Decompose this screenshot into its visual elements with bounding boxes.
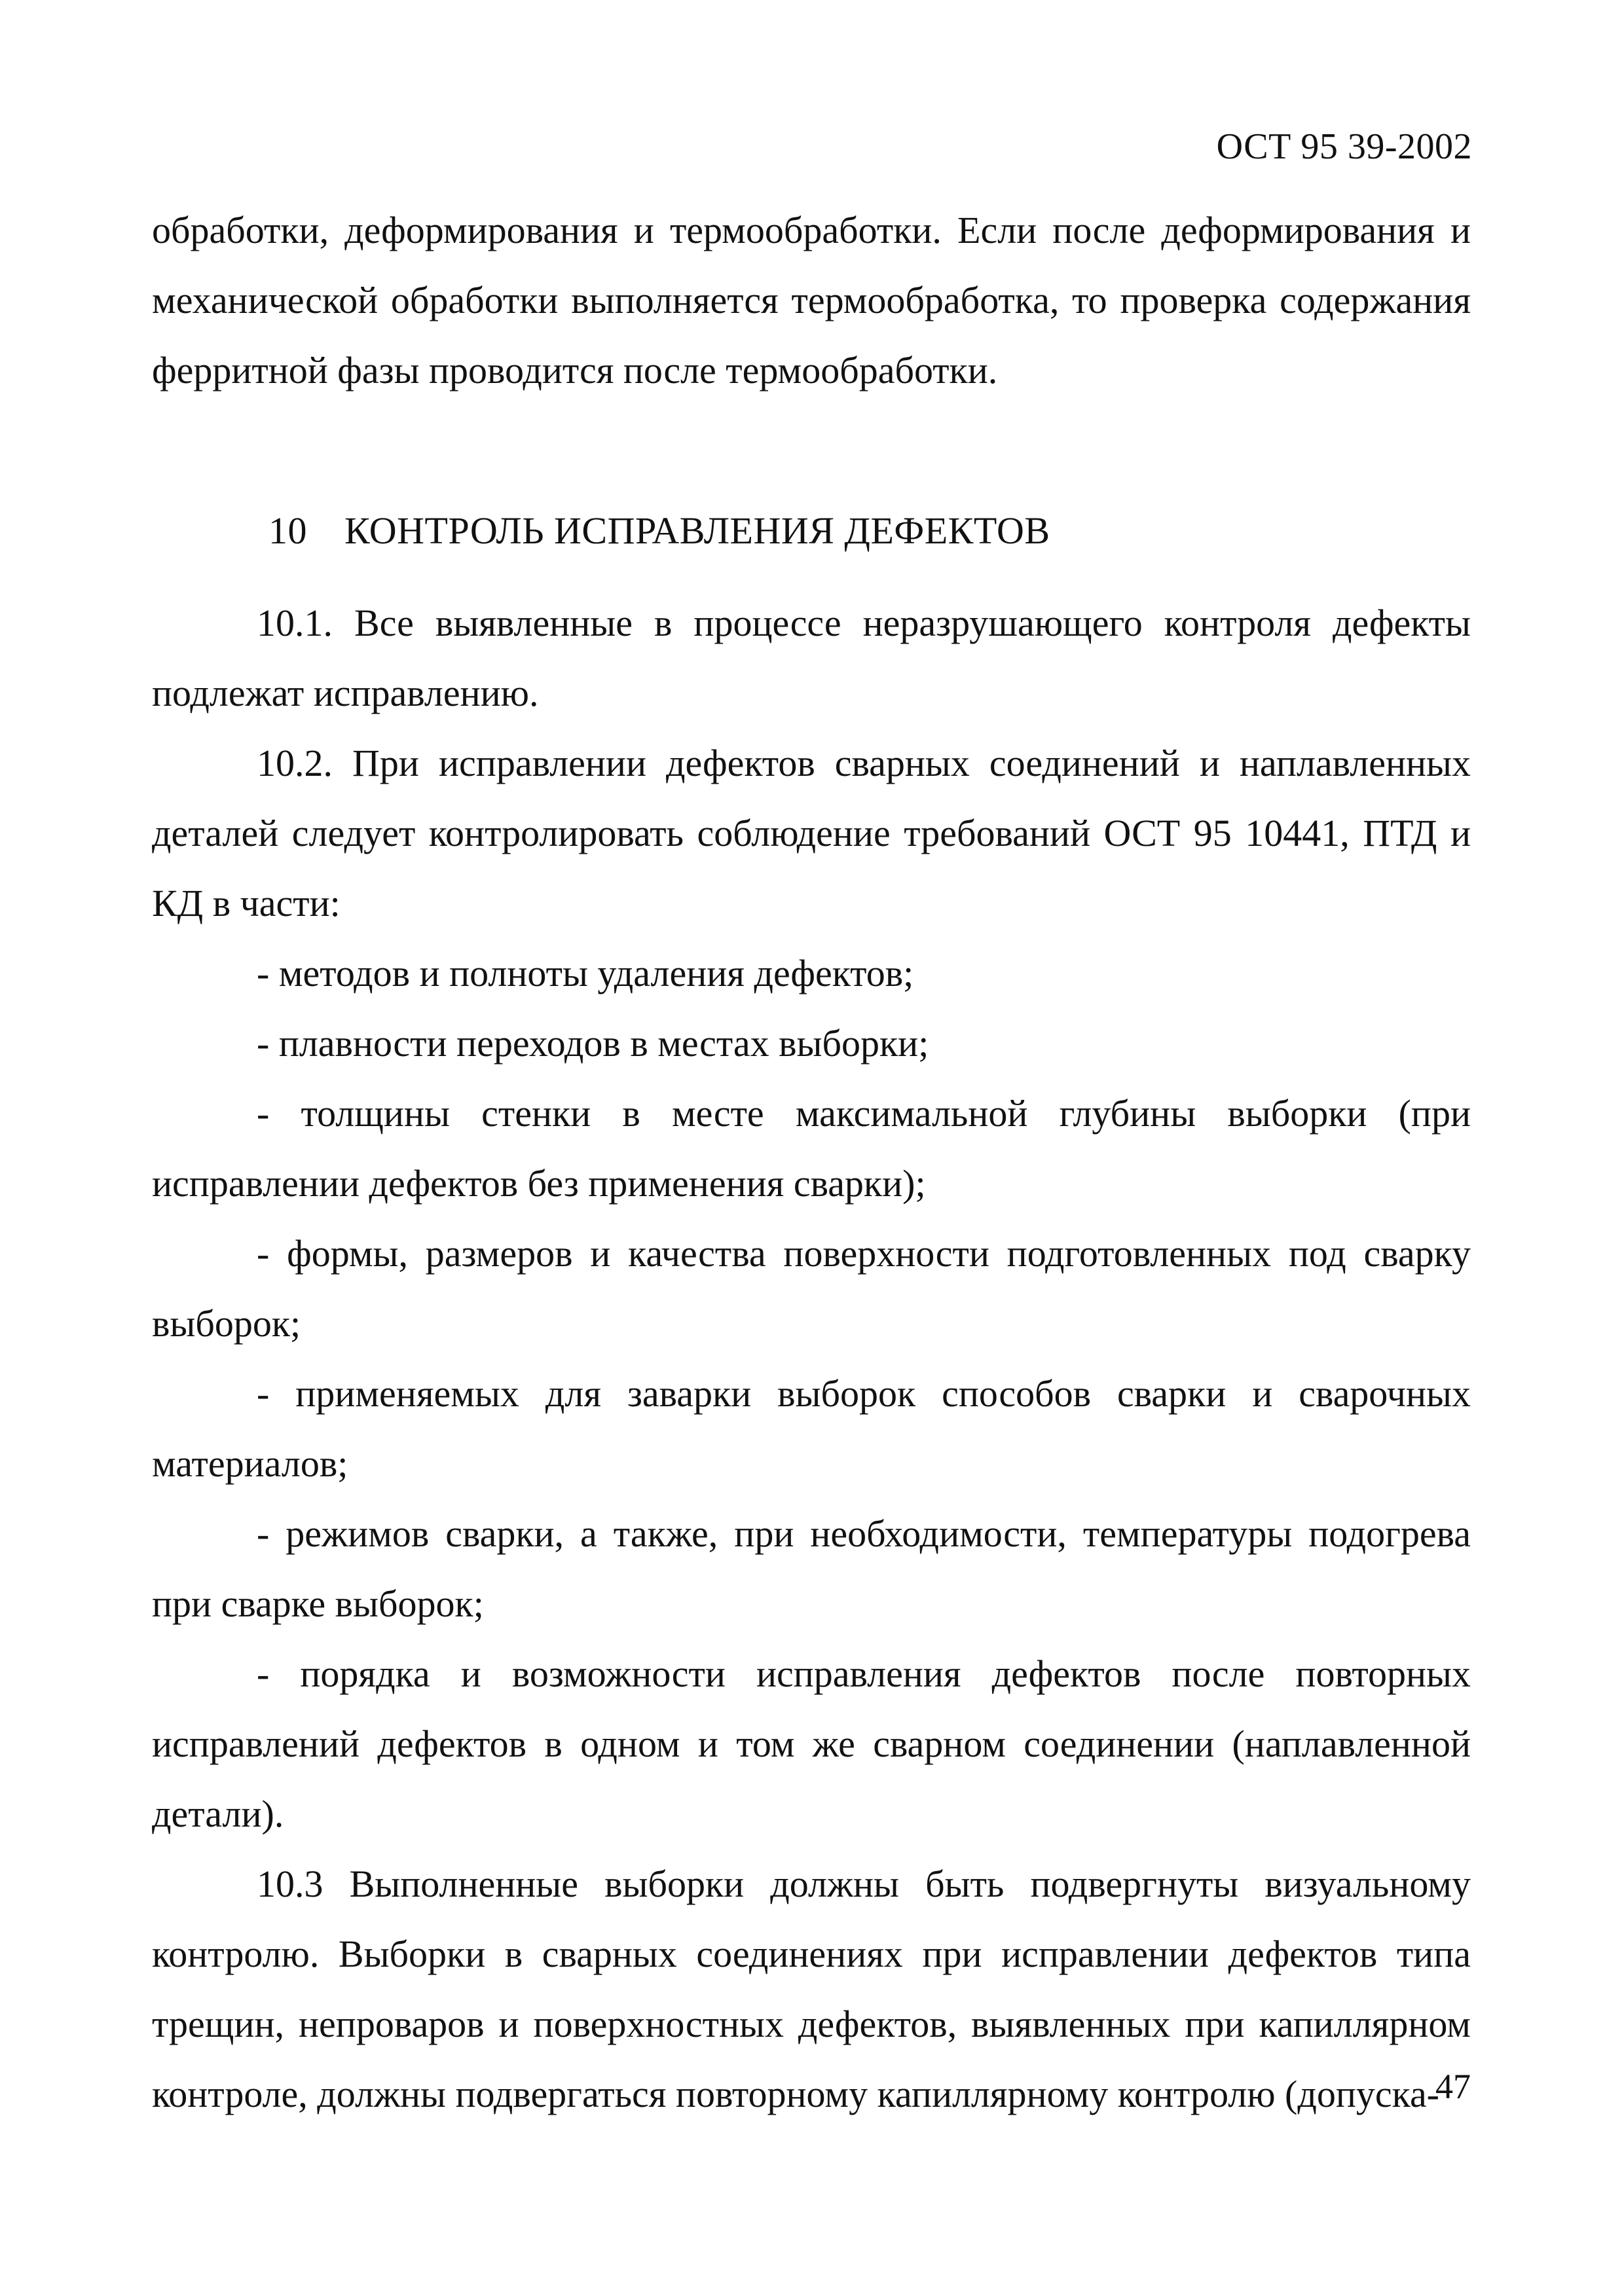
section-number: 10 [268,509,307,552]
section-heading [152,496,1471,566]
document-code: ОСТ 95 39-2002 [1216,126,1472,167]
page-body [152,195,1471,2129]
list-item-repeat-repairs: - порядка и возможности исправления дефектов после повторных исправлений дефектов в одном и том же сварном соединении (наплавленной детали). [152,1652,1471,1835]
list-item-removal-methods: - методов и полноты удаления дефектов; [257,952,914,994]
section-title: КОНТРОЛЬ ИСПРАВЛЕНИЯ ДЕФЕКТОВ [344,509,1050,552]
list-item-welding-modes: - режимов сварки, а также, при необходимости, температуры подогрева при сварке выборок; [152,1512,1471,1625]
list-item-transition-smoothness: - плавности переходов в местах выборки; [257,1022,929,1065]
list-item-wall-thickness: - толщины стенки в месте максимальной глубины выборки (при исправлении дефектов без применения сварки); [152,1092,1471,1205]
paragraph-10-3: 10.3 Выполненные выборки должны быть подвергнуты визуальному контролю. Выборки в сварных соединениях при исправлении дефектов типа трещин, непроваров и поверхностных дефектов, выявленных при капиллярном контроле, должны подвергаться повторному капиллярному контролю (допуска- [152,1863,1471,2115]
list-item-welding-methods: - применяемых для заварки выборок способов сварки и сварочных материалов; [152,1372,1471,1485]
intro-paragraph: обработки, деформирования и термообработки. Если после деформирования и механической обработки выполняется термообработка, то проверка содержания ферритной фазы проводится после термообработки. [152,209,1471,392]
paragraph-10-2: 10.2. При исправлении дефектов сварных соединений и наплавленных деталей следует контролировать соблюдение требований ОСТ 95 10441, ПТД и КД в части: [152,742,1471,924]
list-item-sample-shape: - формы, размеров и качества поверхности подготовленных под сварку выборок; [152,1232,1471,1345]
page-number: 47 [1435,2067,1471,2106]
paragraph-10-1: 10.1. Все выявленные в процессе неразрушающего контроля дефекты подлежат исправлению. [152,602,1471,714]
